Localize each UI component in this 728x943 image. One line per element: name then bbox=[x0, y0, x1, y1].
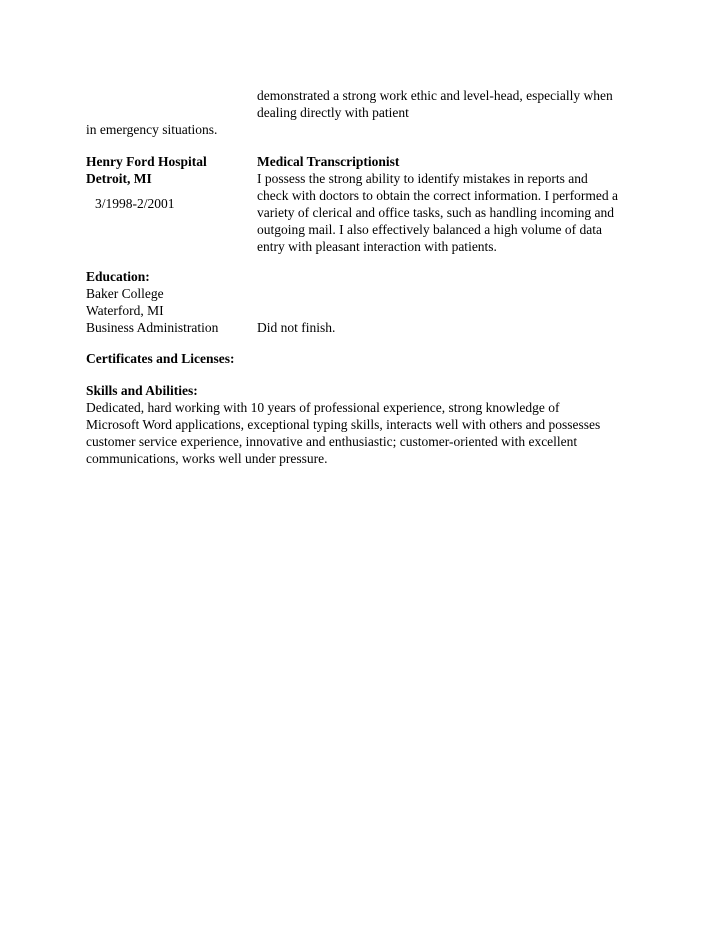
job-dates: 3/1998-2/2001 bbox=[95, 196, 175, 211]
continuation-line-3: in emergency situations. bbox=[86, 122, 218, 137]
skills-line: Dedicated, hard working with 10 years of professional experience, strong knowledge of bbox=[86, 400, 560, 415]
education-heading: Education: bbox=[86, 269, 150, 284]
certificates-heading: Certificates and Licenses: bbox=[86, 351, 235, 366]
continuation-line-1: demonstrated a strong work ethic and level-head, especially when bbox=[257, 88, 613, 103]
job-employer: Henry Ford Hospital bbox=[86, 154, 207, 169]
education-location: Waterford, MI bbox=[86, 303, 164, 318]
skills-heading: Skills and Abilities: bbox=[86, 383, 198, 398]
job-description-line: check with doctors to obtain the correct information. I performed a bbox=[257, 188, 618, 203]
education-program: Business Administration bbox=[86, 320, 219, 335]
job-description-line: entry with pleasant interaction with patients. bbox=[257, 239, 497, 254]
skills-line: communications, works well under pressure. bbox=[86, 451, 328, 466]
education-school: Baker College bbox=[86, 286, 164, 301]
skills-line: Microsoft Word applications, exceptional typing skills, interacts well with others and possesses bbox=[86, 417, 601, 432]
continuation-line-2: dealing directly with patient bbox=[257, 105, 409, 120]
job-description-line: outgoing mail. I also effectively balanced a high volume of data bbox=[257, 222, 603, 237]
job-title: Medical Transcriptionist bbox=[257, 154, 400, 169]
job-description-line: variety of clerical and office tasks, such as handling incoming and bbox=[257, 205, 615, 220]
education-status: Did not finish. bbox=[257, 320, 336, 335]
job-description-line: I possess the strong ability to identify mistakes in reports and bbox=[257, 171, 588, 186]
job-location: Detroit, MI bbox=[86, 171, 152, 186]
skills-line: customer service experience, innovative and enthusiastic; customer-oriented with excellent bbox=[86, 434, 578, 449]
